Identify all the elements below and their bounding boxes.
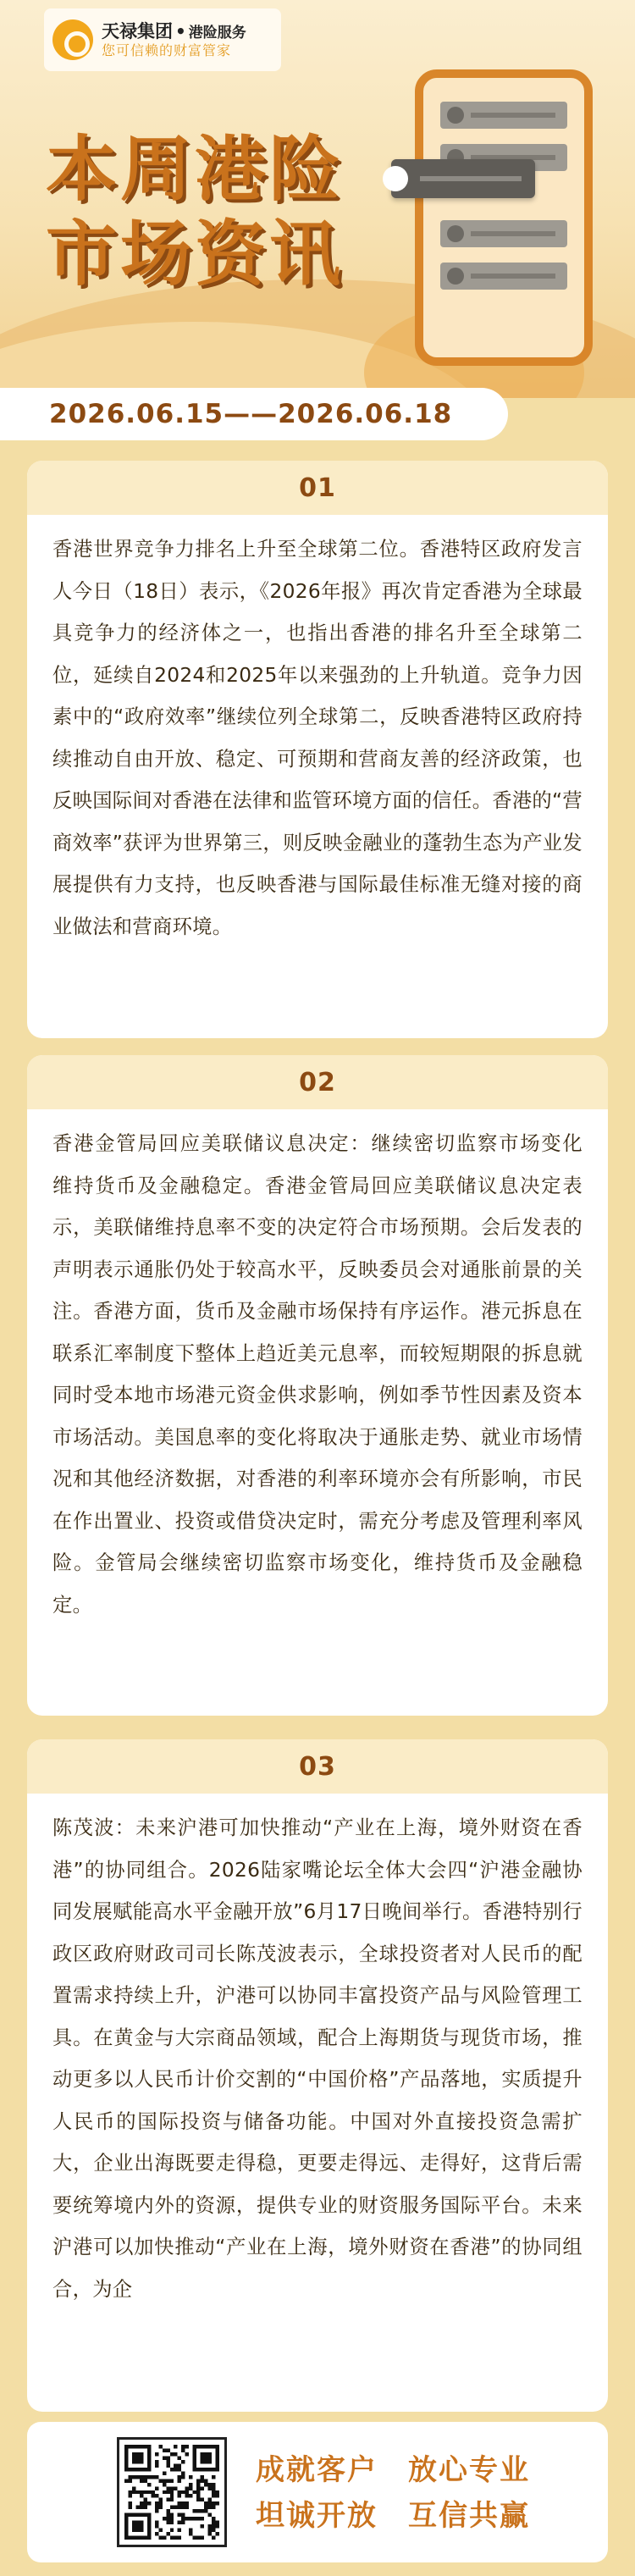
news-number: 03 bbox=[299, 1751, 336, 1782]
motto-line2: 坦诚开放 互信共赢 bbox=[256, 2499, 530, 2533]
news-number: 02 bbox=[299, 1067, 336, 1097]
news-card bbox=[27, 1739, 608, 2412]
page-title-line1: 本周港险 bbox=[46, 128, 345, 211]
brand-logo bbox=[44, 8, 281, 71]
page-title bbox=[46, 127, 401, 296]
brand-name: 天禄集团 bbox=[102, 20, 173, 41]
motto-line1: 成就客户 放心专业 bbox=[256, 2453, 530, 2487]
news-card-header bbox=[27, 1055, 608, 1109]
news-card bbox=[27, 1055, 608, 1716]
logo-icon bbox=[52, 19, 93, 60]
page-title-line2: 市场资讯 bbox=[46, 213, 345, 296]
brand-division: 港险服务 bbox=[188, 24, 246, 41]
phone-row-icon bbox=[440, 263, 567, 290]
news-body: 香港世界竞争力排名上升至全球第二位。香港特区政府发言人今日（18日）表示，《2026年报》再次肯定香港为全球最具竞争力的经济体之一，也指出香港的排名升至全球第二位，延续自2024和2025年以来强劲的上升轨道。竞争力因素中的“政府效率”继续位列全球第二，反映香港特区政府持续推动自由开放、稳定、可预期和营商友善的经济政策，也反映国际间对香港在法律和监管环境方面的信任。香港的“营商效率”获评为世界第三，则反映金融业的蓬勃生态为产业发展提供有力支持，也反映香港与国际最佳标准无缝对接的商业做法和营商环境。 bbox=[52, 538, 583, 938]
date-range: 2026.06.15——2026.06.18 bbox=[49, 399, 453, 429]
footer-motto bbox=[256, 2447, 530, 2539]
hero-banner bbox=[0, 0, 635, 398]
date-range-banner bbox=[0, 388, 508, 440]
news-card bbox=[27, 461, 608, 1038]
message-card-icon bbox=[391, 159, 535, 198]
news-number: 01 bbox=[299, 473, 336, 503]
news-card-header bbox=[27, 1739, 608, 1794]
brand-slogan: 您可信赖的财富管家 bbox=[102, 42, 232, 58]
news-body: 香港金管局回应美联储议息决定：继续密切监察市场变化 维持货币及金融稳定。香港金管局回应美联储议息决定表示，美联储维持息率不变的决定符合市场预期。会后发表的声明表示通胀仍处于较高水平，反映委员会对通胀前景的关注。香港方面，货币及金融市场保持有序运作。港元拆息在联系汇率制度下整体上趋近美元息率，而较短期限的拆息就同时受本地市场港元资金供求影响，例如季节性因素及资本市场活动。美国息率的变化将取决于通胀走势、就业市场情况和其他经济数据，对香港的利率环境亦会有所影响，市民在作出置业、投资或借贷决定时，需充分考虑及管理利率风险。金管局会继续密切监察市场变化，维持货币及金融稳定。 bbox=[52, 1132, 603, 1617]
news-card-header bbox=[27, 461, 608, 515]
phone-row-icon bbox=[440, 220, 567, 247]
phone-row-icon bbox=[440, 102, 567, 129]
footer bbox=[27, 2422, 608, 2562]
news-body: 陈茂波：未来沪港可加快推动“产业在上海，境外财资在香港”的协同组合。2026陆家嘴论坛全体大会四“沪港金融协同发展赋能高水平金融开放”6月17日晚间举行。香港特别行政区政府财政司司长陈茂波表示，全球投资者对人民币的配置需求持续上升，沪港可以协同丰富投资产品与风险管理工具。在黄金与大宗商品领域，配合上海期货与现货市场，推动更多以人民币计价交割的“中国价格”产品落地，实质提升人民币的国际投资与储备功能。中国对外直接投资急需扩大，企业出海既要走得稳，更要走得远、走得好，这背后需要统筹境内外的资源，提供专业的财资服务国际平台。未来沪港可以加快推动“产业在上海，境外财资在香港”的协同组合，为企 bbox=[52, 1816, 583, 2301]
qr-code-icon[interactable] bbox=[117, 2437, 227, 2547]
phone-illustration-icon bbox=[415, 69, 593, 366]
brand-separator: • bbox=[175, 20, 186, 41]
